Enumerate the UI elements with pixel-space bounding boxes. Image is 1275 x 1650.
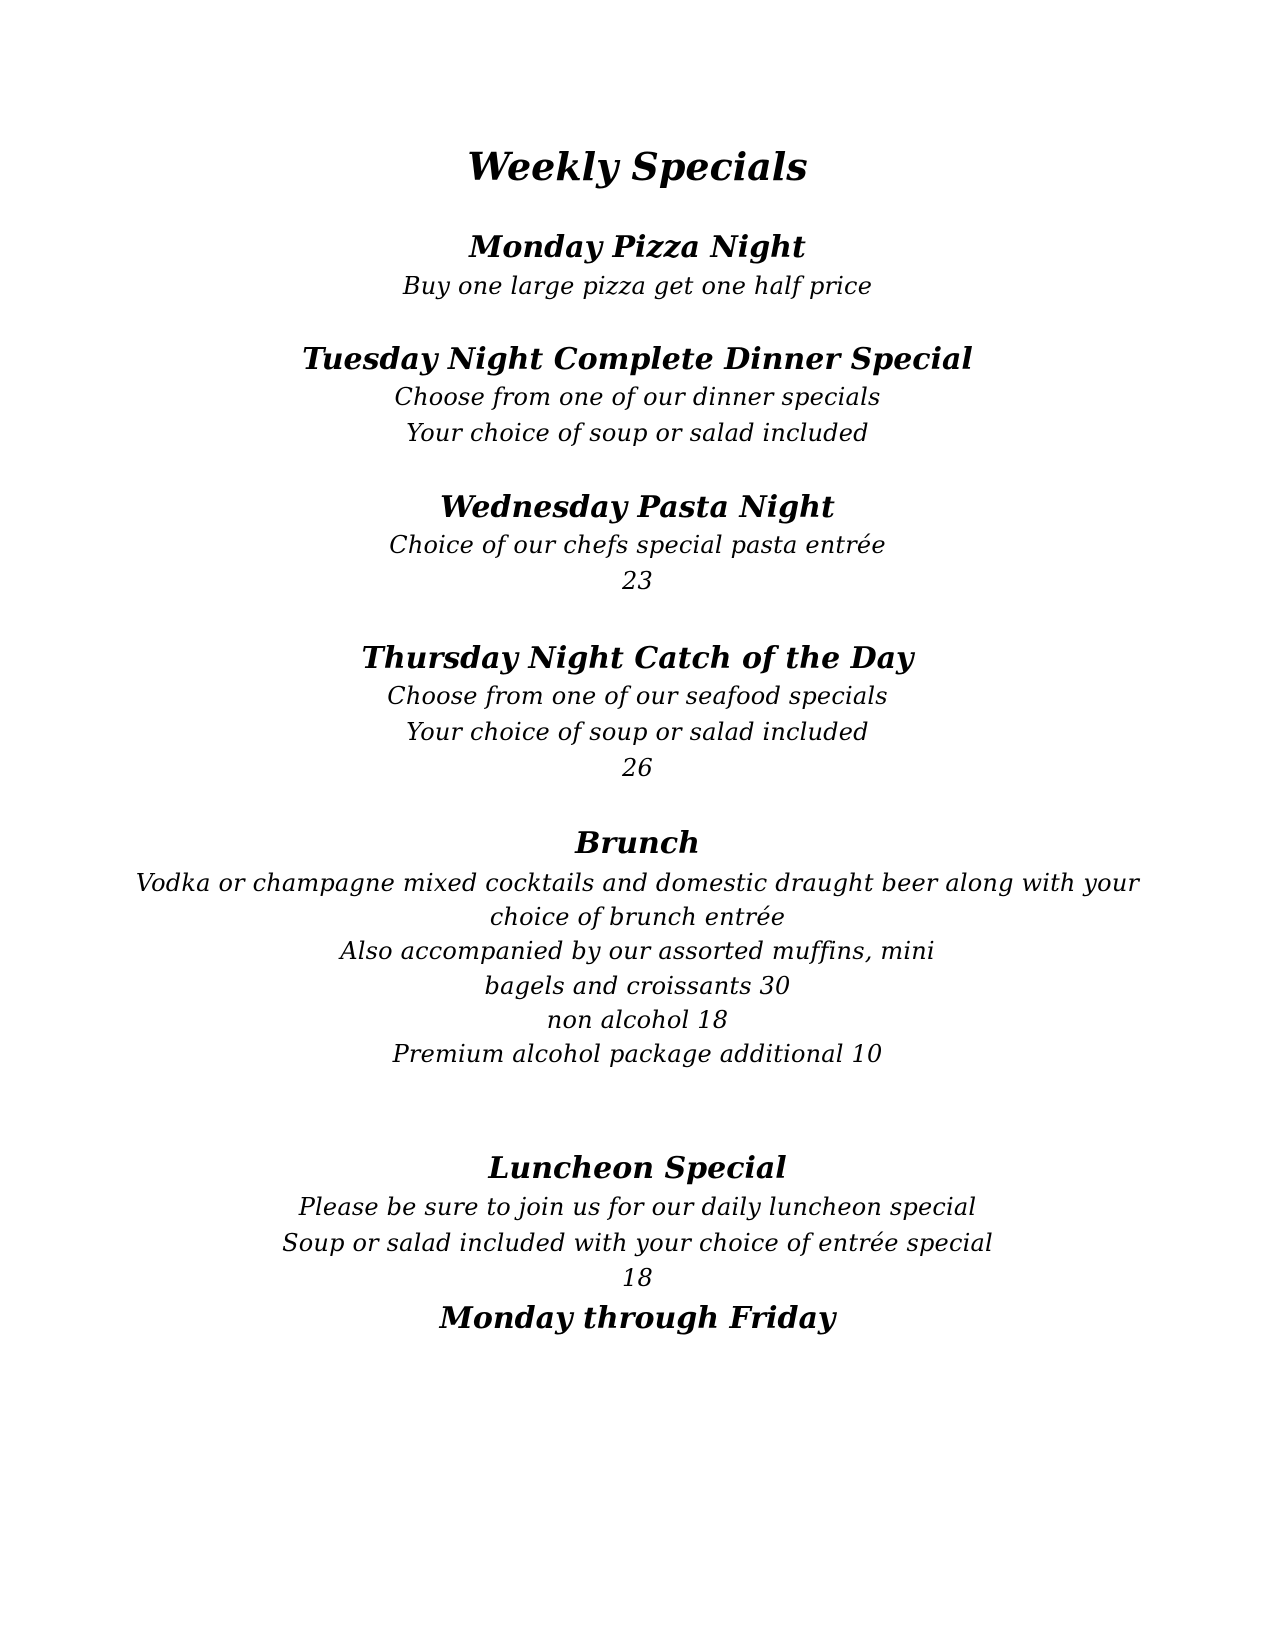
section-text-line: Choice of our chefs special pasta entrée <box>389 531 886 559</box>
section-text-line: Your choice of soup or salad included <box>406 718 869 746</box>
section-text-line: Buy one large pizza get one half price <box>402 272 873 300</box>
page-title: Weekly Specials <box>467 144 808 189</box>
section-heading-brunch: Brunch <box>575 826 700 861</box>
section-text-line: Choose from one of our dinner specials <box>394 383 881 411</box>
section-heading-thursday: Thursday Night Catch of the Day <box>361 641 914 676</box>
footer-days: Monday through Friday <box>439 1301 836 1336</box>
section-price: 23 <box>622 567 653 595</box>
section-text-line: Also accompanied by our assorted muffins, mini <box>340 937 935 965</box>
section-text-line: Vodka or champagne mixed cocktails and domestic draught beer along with your <box>135 869 1140 897</box>
section-heading-monday: Monday Pizza Night <box>469 230 806 265</box>
section-price: 26 <box>622 754 653 782</box>
section-text-line: non alcohol 18 <box>546 1006 729 1034</box>
section-text-line: Premium alcohol package additional 10 <box>392 1040 883 1068</box>
section-heading-tuesday: Tuesday Night Complete Dinner Special <box>302 342 973 377</box>
section-text-line: Your choice of soup or salad included <box>406 419 869 447</box>
section-text-line: Soup or salad included with your choice of entrée special <box>282 1229 993 1257</box>
section-price: 18 <box>622 1264 653 1292</box>
section-text-line: Please be sure to join us for our daily luncheon special <box>298 1193 977 1221</box>
section-heading-wednesday: Wednesday Pasta Night <box>440 490 835 525</box>
section-text-line: choice of brunch entrée <box>489 903 786 931</box>
section-text-line: bagels and croissants 30 <box>484 972 791 1000</box>
section-heading-luncheon: Luncheon Special <box>488 1151 787 1186</box>
section-text-line: Choose from one of our seafood specials <box>387 682 888 710</box>
